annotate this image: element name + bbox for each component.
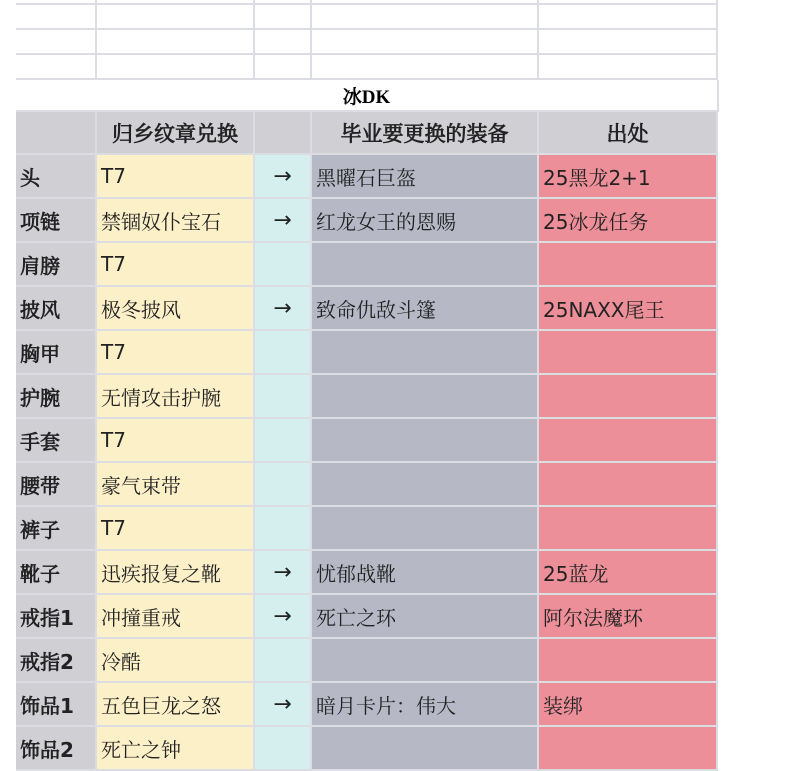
source-cell[interactable] bbox=[539, 243, 718, 287]
exchange-cell[interactable]: T7 bbox=[97, 243, 255, 287]
table-row bbox=[16, 155, 719, 199]
upgrade-cell[interactable] bbox=[312, 243, 539, 287]
source-cell[interactable]: 25黑龙2+1 bbox=[539, 155, 718, 199]
source-cell[interactable] bbox=[539, 727, 718, 771]
table-row bbox=[16, 551, 719, 595]
header-arrow bbox=[255, 112, 312, 155]
source-cell[interactable]: 装绑 bbox=[539, 683, 718, 727]
table-row bbox=[16, 683, 719, 727]
slot-cell[interactable]: 裤子 bbox=[16, 507, 97, 551]
cell[interactable] bbox=[539, 55, 718, 80]
source-cell[interactable] bbox=[539, 639, 718, 683]
exchange-cell[interactable]: T7 bbox=[97, 331, 255, 375]
cell[interactable] bbox=[97, 55, 255, 80]
cell[interactable] bbox=[312, 55, 539, 80]
spreadsheet bbox=[16, 0, 719, 771]
slot-cell[interactable]: 手套 bbox=[16, 419, 97, 463]
arrow-cell[interactable]: → bbox=[255, 287, 312, 331]
arrow-cell[interactable]: → bbox=[255, 199, 312, 243]
cell[interactable] bbox=[539, 5, 718, 30]
arrow-cell[interactable] bbox=[255, 507, 312, 551]
source-cell[interactable] bbox=[539, 507, 718, 551]
upgrade-cell[interactable]: 暗月卡片：伟大 bbox=[312, 683, 539, 727]
upgrade-cell[interactable] bbox=[312, 639, 539, 683]
source-cell[interactable]: 25冰龙任务 bbox=[539, 199, 718, 243]
upgrade-cell[interactable] bbox=[312, 463, 539, 507]
header-slot bbox=[16, 112, 97, 155]
upgrade-cell[interactable] bbox=[312, 331, 539, 375]
source-cell[interactable] bbox=[539, 419, 718, 463]
table-row bbox=[16, 375, 719, 419]
exchange-cell[interactable]: 五色巨龙之怒 bbox=[97, 683, 255, 727]
exchange-cell[interactable]: 死亡之钟 bbox=[97, 727, 255, 771]
slot-cell[interactable]: 护腕 bbox=[16, 375, 97, 419]
exchange-cell[interactable]: 冲撞重戒 bbox=[97, 595, 255, 639]
slot-cell[interactable]: 戒指1 bbox=[16, 595, 97, 639]
upgrade-cell[interactable] bbox=[312, 419, 539, 463]
arrow-cell[interactable] bbox=[255, 639, 312, 683]
table-row bbox=[16, 331, 719, 375]
header-upgrade: 毕业要更换的装备 bbox=[312, 112, 539, 155]
arrow-cell[interactable]: → bbox=[255, 683, 312, 727]
arrow-cell[interactable]: → bbox=[255, 595, 312, 639]
exchange-cell[interactable]: 无情攻击护腕 bbox=[97, 375, 255, 419]
slot-cell[interactable]: 头 bbox=[16, 155, 97, 199]
upgrade-cell[interactable]: 忧郁战靴 bbox=[312, 551, 539, 595]
source-cell[interactable] bbox=[539, 375, 718, 419]
arrow-cell[interactable] bbox=[255, 375, 312, 419]
slot-cell[interactable]: 项链 bbox=[16, 199, 97, 243]
cell[interactable] bbox=[16, 5, 97, 30]
arrow-cell[interactable] bbox=[255, 463, 312, 507]
table-row bbox=[16, 595, 719, 639]
upgrade-cell[interactable]: 死亡之环 bbox=[312, 595, 539, 639]
exchange-cell[interactable]: T7 bbox=[97, 155, 255, 199]
slot-cell[interactable]: 披风 bbox=[16, 287, 97, 331]
exchange-cell[interactable]: T7 bbox=[97, 507, 255, 551]
slot-cell[interactable]: 腰带 bbox=[16, 463, 97, 507]
source-cell[interactable] bbox=[539, 463, 718, 507]
slot-cell[interactable]: 肩膀 bbox=[16, 243, 97, 287]
cell[interactable] bbox=[97, 5, 255, 30]
upgrade-cell[interactable]: 黑曜石巨盔 bbox=[312, 155, 539, 199]
empty-rows bbox=[16, 0, 719, 80]
cell[interactable] bbox=[16, 55, 97, 80]
arrow-cell[interactable]: → bbox=[255, 551, 312, 595]
table-row bbox=[16, 639, 719, 683]
source-cell[interactable]: 阿尔法魔环 bbox=[539, 595, 718, 639]
exchange-cell[interactable]: 冷酷 bbox=[97, 639, 255, 683]
table-title: 冰DK bbox=[16, 80, 719, 112]
cell[interactable] bbox=[312, 30, 539, 55]
exchange-cell[interactable]: 迅疾报复之靴 bbox=[97, 551, 255, 595]
cell[interactable] bbox=[255, 5, 312, 30]
header-exchange: 归乡纹章兑换 bbox=[97, 112, 255, 155]
arrow-cell[interactable] bbox=[255, 331, 312, 375]
slot-cell[interactable]: 饰品2 bbox=[16, 727, 97, 771]
table-body bbox=[16, 155, 719, 771]
arrow-cell[interactable] bbox=[255, 419, 312, 463]
exchange-cell[interactable]: 极冬披风 bbox=[97, 287, 255, 331]
slot-cell[interactable]: 饰品1 bbox=[16, 683, 97, 727]
arrow-cell[interactable] bbox=[255, 243, 312, 287]
arrow-cell[interactable]: → bbox=[255, 155, 312, 199]
table-row bbox=[16, 507, 719, 551]
source-cell[interactable]: 25NAXX尾王 bbox=[539, 287, 718, 331]
table-row bbox=[16, 727, 719, 771]
upgrade-cell[interactable]: 致命仇敌斗篷 bbox=[312, 287, 539, 331]
upgrade-cell[interactable]: 红龙女王的恩赐 bbox=[312, 199, 539, 243]
slot-cell[interactable]: 胸甲 bbox=[16, 331, 97, 375]
table-row bbox=[16, 287, 719, 331]
upgrade-cell[interactable] bbox=[312, 375, 539, 419]
exchange-cell[interactable]: T7 bbox=[97, 419, 255, 463]
table-row bbox=[16, 199, 719, 243]
exchange-cell[interactable]: 豪气束带 bbox=[97, 463, 255, 507]
cell[interactable] bbox=[539, 30, 718, 55]
arrow-cell[interactable] bbox=[255, 727, 312, 771]
source-cell[interactable] bbox=[539, 331, 718, 375]
table-row bbox=[16, 243, 719, 287]
upgrade-cell[interactable] bbox=[312, 507, 539, 551]
header-row bbox=[16, 112, 719, 155]
header-source: 出处 bbox=[539, 112, 718, 155]
cell[interactable] bbox=[255, 55, 312, 80]
source-cell[interactable]: 25蓝龙 bbox=[539, 551, 718, 595]
exchange-cell[interactable]: 禁锢奴仆宝石 bbox=[97, 199, 255, 243]
cell[interactable] bbox=[255, 30, 312, 55]
table-row bbox=[16, 463, 719, 507]
cell[interactable] bbox=[312, 5, 539, 30]
cell[interactable] bbox=[97, 30, 255, 55]
upgrade-cell[interactable] bbox=[312, 727, 539, 771]
table-row bbox=[16, 419, 719, 463]
cell[interactable] bbox=[16, 30, 97, 55]
slot-cell[interactable]: 靴子 bbox=[16, 551, 97, 595]
slot-cell[interactable]: 戒指2 bbox=[16, 639, 97, 683]
